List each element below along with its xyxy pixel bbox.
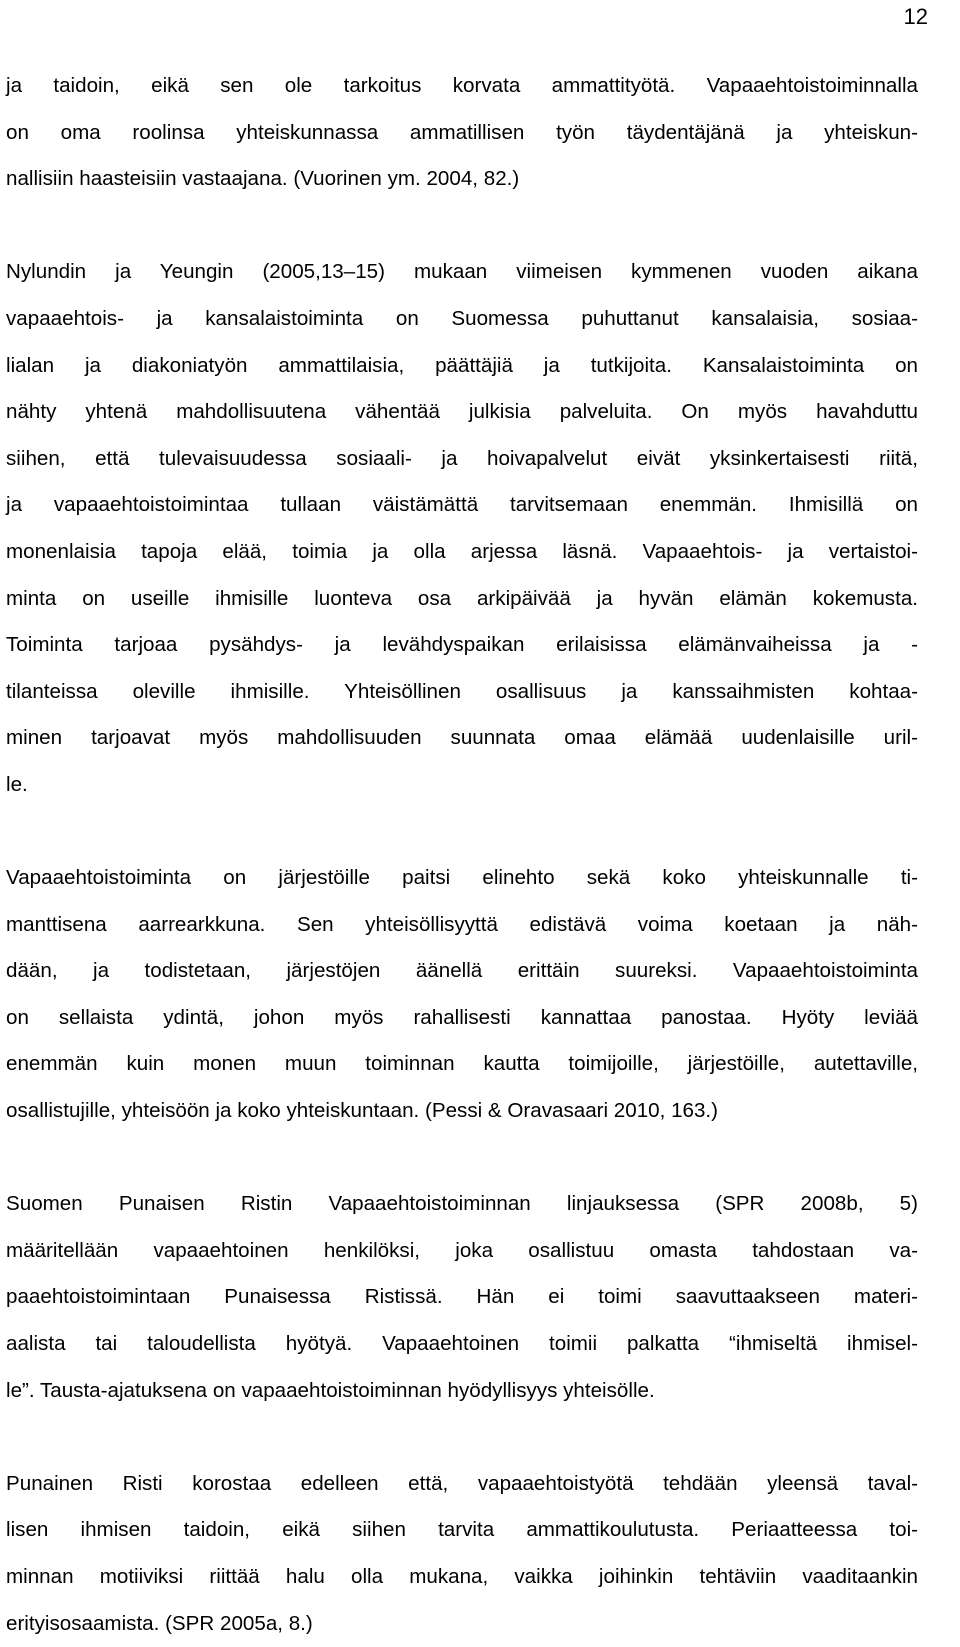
text-line: minnan motiiviksi riittää halu olla mukana, vaikka joihinkin tehtäviin vaaditaankin: [6, 1565, 918, 1588]
text-line: nallisiin haasteisiin vastaajana. (Vuorinen ym. 2004, 82.): [6, 167, 520, 191]
paragraph-4: [6, 1181, 918, 1414]
text-line: minta on useille ihmisille luonteva osa arkipäivää ja hyvän elämän kokemusta.: [6, 586, 918, 610]
text-line: tilanteissa oleville ihmisille. Yhteisöllinen osallisuus ja kanssaihmisten kohtaa-: [6, 679, 918, 703]
text-line: ja taidoin, eikä sen ole tarkoitus korvata ammattityötä. Vapaaehtoistoiminnalla: [6, 74, 918, 97]
text-line: dään, ja todistetaan, järjestöjen äänellä erittäin suureksi. Vapaaehtoistoiminta: [6, 959, 918, 983]
paragraph-3: [6, 855, 918, 1135]
page-number: 12: [903, 4, 928, 29]
text-line: Suomen Punaisen Ristin Vapaaehtoistoiminnan linjauksessa (SPR 2008b, 5): [6, 1192, 918, 1216]
text-line: nähty yhtenä mahdollisuutena vähentää julkisia palveluita. On myös havahduttu: [6, 400, 918, 424]
text-line: Nylundin ja Yeungin (2005,13–15) mukaan viimeisen kymmenen vuoden aikana: [6, 260, 918, 284]
paragraph-2: [6, 249, 918, 808]
text-line: vapaaehtois- ja kansalaistoiminta on Suomessa puhuttanut kansalaisia, sosiaa-: [6, 306, 918, 330]
text-line: lialan ja diakoniatyön ammattilaisia, päättäjiä ja tutkijoita. Kansalaistoiminta on: [6, 353, 918, 377]
text-line: lisen ihmisen taidoin, eikä siihen tarvita ammattikoulutusta. Periaatteessa toi-: [6, 1518, 918, 1542]
text-line: Toiminta tarjoaa pysähdys- ja levähdyspaikan erilaisissa elämänvaiheissa ja -: [6, 633, 918, 657]
text-line: siihen, että tulevaisuudessa sosiaali- ja hoivapalvelut eivät yksinkertaisesti riitä,: [6, 446, 918, 470]
text-line: erityisosaamista. (SPR 2005a, 8.): [6, 1611, 313, 1635]
text-line: manttisena aarrearkkuna. Sen yhteisöllisyyttä edistävä voima koetaan ja näh-: [6, 912, 918, 936]
text-line: osallistujille, yhteisöön ja koko yhteiskuntaan. (Pessi & Oravasaari 2010, 163.): [6, 1099, 719, 1123]
text-line: määritellään vapaaehtoinen henkilöksi, joka osallistuu omasta tahdostaan va-: [6, 1238, 918, 1262]
text-line: enemmän kuin monen muun toiminnan kautta toimijoille, järjestöille, autettaville,: [6, 1052, 918, 1076]
text-line: minen tarjoavat myös mahdollisuuden suunnata omaa elämää uudenlaisille uril-: [6, 726, 918, 750]
paragraph-1: [6, 63, 918, 203]
text-line: le”. Tausta-ajatuksena on vapaaehtoistoiminnan hyödyllisyys yhteisölle.: [6, 1378, 655, 1402]
text-line: on oma roolinsa yhteiskunnassa ammatillisen työn täydentäjänä ja yhteiskun-: [6, 120, 918, 144]
document-body: [6, 63, 918, 1647]
text-line: Punainen Risti korostaa edelleen että, vapaaehtoistyötä tehdään yleensä taval-: [6, 1471, 918, 1495]
text-line: le.: [6, 772, 28, 796]
text-line: ja vapaaehtoistoimintaa tullaan väistämättä tarvitsemaan enemmän. Ihmisillä on: [6, 493, 918, 517]
text-line: Vapaaehtoistoiminta on järjestöille paitsi elinehto sekä koko yhteiskunnalle ti-: [6, 866, 918, 890]
text-line: paaehtoistoimintaan Punaisessa Ristissä. Hän ei toimi saavuttaakseen materi-: [6, 1285, 918, 1309]
text-line: monenlaisia tapoja elää, toimia ja olla arjessa läsnä. Vapaaehtois- ja vertaistoi-: [6, 539, 918, 563]
text-line: on sellaista ydintä, johon myös rahallisesti kannattaa panostaa. Hyöty leviää: [6, 1005, 918, 1029]
paragraph-5: [6, 1461, 918, 1647]
text-line: aalista tai taloudellista hyötyä. Vapaaehtoinen toimii palkatta “ihmiseltä ihmisel-: [6, 1332, 918, 1356]
